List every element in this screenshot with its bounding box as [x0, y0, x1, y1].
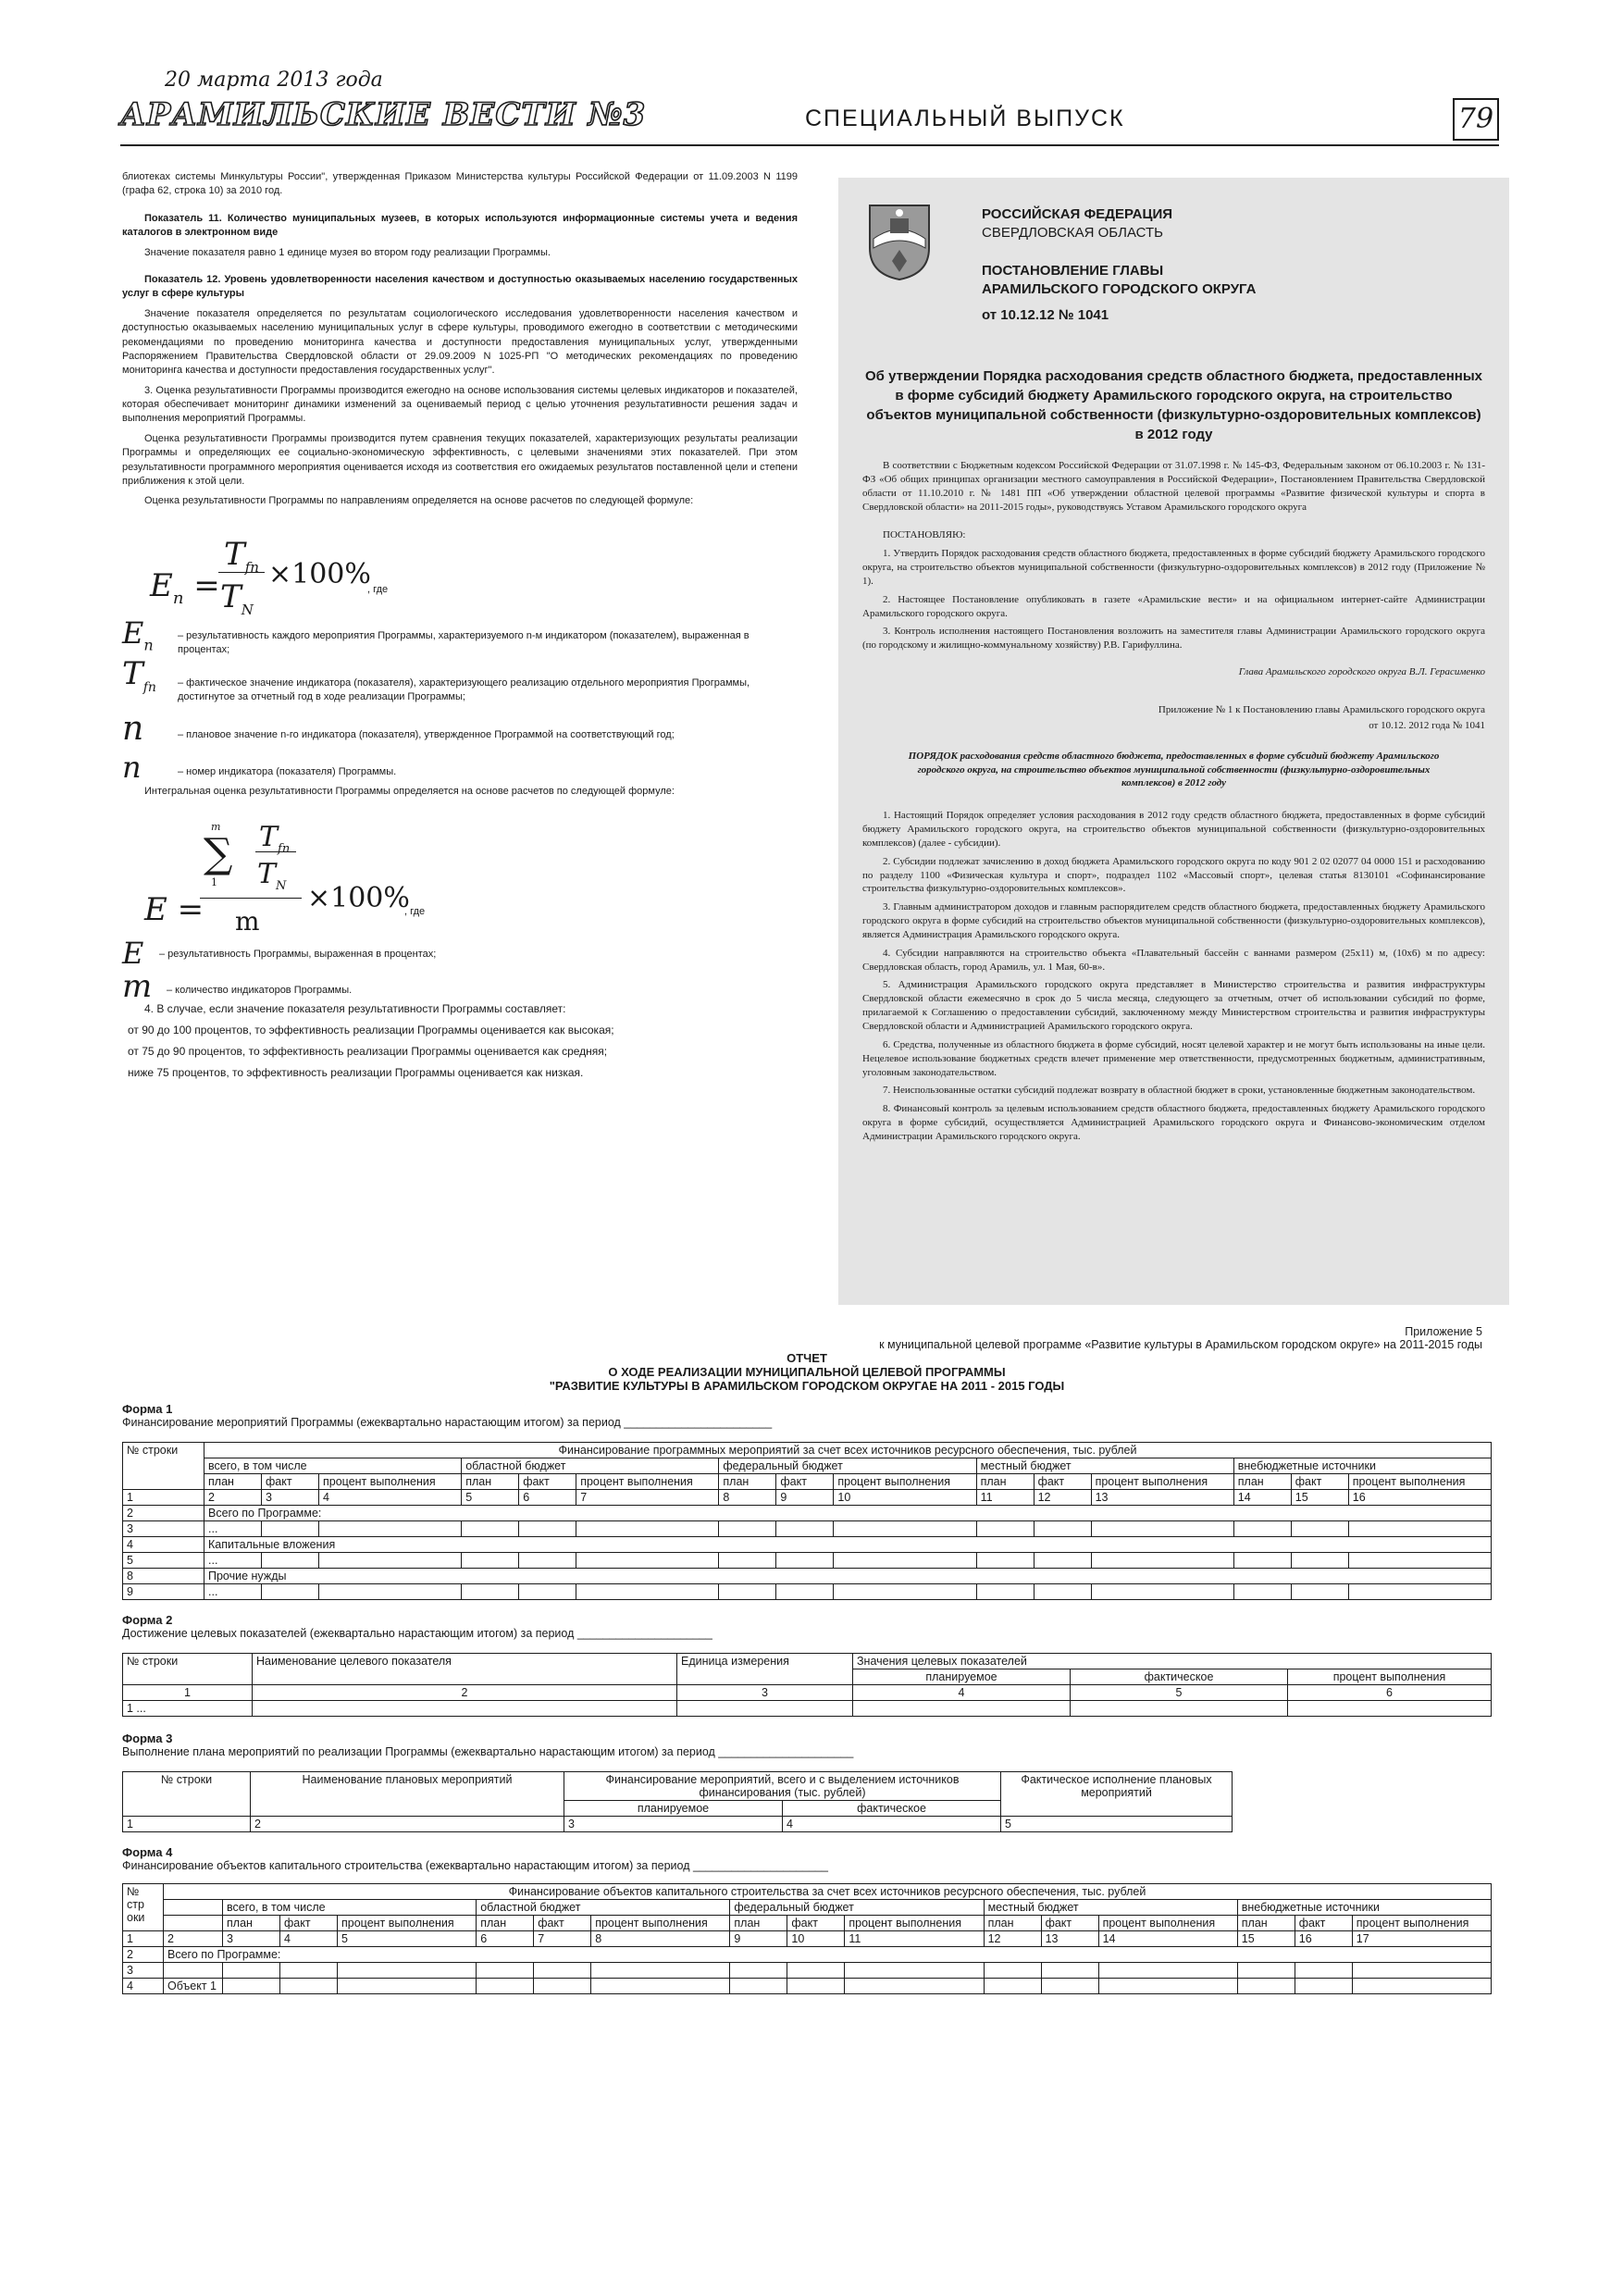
report-title: ОТЧЕТ О ХОДЕ РЕАЛИЗАЦИИ МУНИЦИПАЛЬНОЙ ЦЕЛЕВОЙ ПРОГРАММЫ "РАЗВИТИЕ КУЛЬТУРЫ В АРАМИЛЬСКОМ ГОРОДСКОМ ОКРУГАЕ НА 2011 - 2015 ГОДЫ	[549, 1351, 1065, 1393]
decree-box	[838, 178, 1509, 1305]
paragraph: 1. Утвердить Порядок расходования средств областного бюджета, предоставленных в форме субсидий бюджету Арамильского городского округа, на строительство объектов муниципальной собственности (физкультурно-оздоровительных комплексов) в 2012 году (Приложение № 1).	[862, 548, 1485, 587]
paragraph: 3. Оценка результативности Программы производится ежегодно на основе использования системы целевых индикаторов и показателей, которая обеспечивает мониторинг динамики изменений за оцениваемый период с целью уточнения результативности решения задач и выполнения мероприятий Программы.	[122, 384, 798, 425]
paragraph: Значение показателя равно 1 единице музея во втором году реализации Программы.	[144, 246, 551, 258]
appendix-ref: Приложение № 1 к Постановлению главы Арамильского городского округа	[1158, 703, 1485, 715]
form-2-desc: Достижение целевых показателей (ежеквартально нарастающим итогом) за период _____________________	[122, 1627, 712, 1640]
paragraph: 4. В случае, если значение показателя результативности Программы составляет:	[144, 1002, 566, 1016]
decree-header: РОССИЙСКАЯ ФЕДЕРАЦИЯ СВЕРДЛОВСКАЯ ОБЛАСТЬ ПОСТАНОВЛЕНИЕ ГЛАВЫ АРАМИЛЬСКОГО ГОРОДСКОГО ОКРУГА от 10.12.12 № 1041	[982, 206, 1257, 323]
form-4-label: Форма 4	[122, 1845, 173, 1859]
paragraph: 5. Администрация Арамильского городского округа представляет в Министерство строительства и развития инфраструктуры Свердловской области ежемесячно в срок до 5 числа месяца, следующего за отчетным, отчет об использовании субсидий по форме, прилагаемой к Соглашению о предоставлении субсидий, заключенному между Министерством строительства и развития инфраструктуры Свердловской области и Администрацией Арамильского городского округа.	[862, 979, 1485, 1032]
resolve-label: ПОСТАНОВЛЯЮ:	[883, 529, 966, 541]
paragraph: 3. Контроль исполнения настоящего Постановления возложить на заместителя главы Администрации Арамильского городского округа (по городскому и жилищно-коммунальному хозяйству) Р.В. Гарифуллина.	[862, 626, 1485, 652]
definition-en: $E_n$ – результативность каждого мероприятия Программы, характеризуемого n-м индикатором (показателем), выраженная в процентах;	[122, 614, 750, 656]
issue-date: 20 марта 2013 года	[165, 68, 383, 92]
newspaper-logo: АРАМИЛЬСКИЕ ВЕСТИ №3	[120, 96, 647, 133]
page-number: 79	[1453, 98, 1499, 141]
annex-label: Приложение 5	[1405, 1325, 1482, 1338]
paragraph: от 75 до 90 процентов, то эффективность реализации Программы оценивается как средняя;	[128, 1044, 608, 1058]
header-rule	[120, 144, 1499, 146]
signature: Глава Арамильского городского округа В.Л. Герасименко	[1238, 666, 1485, 678]
annex-5	[122, 1325, 1492, 1994]
form-3-label: Форма 3	[122, 1731, 173, 1745]
order-title: ПОРЯДОК расходования средств областного бюджета, предоставленных в форме субсидий бюджету Арамильского городского округа, на строительство объектов муниципальной собственности (физкультурно-оздоровительных комплексов) в 2012 году	[908, 750, 1440, 789]
definition-m: m – количество индикаторов Программы.	[122, 967, 353, 1005]
form-2-table: № строки Наименование целевого показателя Единица измерения Значения целевых показателей планируемое фактическое процент выполнения 1 2 3 4 5 6 1 ...	[122, 1653, 1492, 1717]
form-3-desc: Выполнение плана мероприятий по реализации Программы (ежеквартально нарастающим итогом) за период _____________________	[122, 1745, 854, 1758]
paragraph: 2. Субсидии подлежат зачислению в доход бюджета Арамильского городского округа по коду 901 2 02 02077 04 0000 151 и расходованию по разделу 1100 «Физическая культура и спорт», подраздел 1102 «Массовый спорт», целевая статья 8130101 «Софинансирование строительства физкультурно-оздоровительных комплексов».	[862, 855, 1485, 895]
decree-title: Об утверждении Порядка расходования средств областного бюджета, предоставленных в форме субсидий бюджету Арамильского городского округа, на строительство объектов муниципальной собственности (физкультурно-оздоровительных комплексов) в 2012 году	[864, 368, 1483, 442]
paragraph: 6. Средства, полученные из областного бюджета в форме субсидий, носят целевой характер и не могут быть использованы на иные цели. Нецелевое использование бюджетных средств влечет применение мер ответственности, предусмотренных бюджетным, административным, уголовным законодательством.	[862, 1038, 1485, 1078]
paragraph: Значение показателя определяется по результатам социологического исследования удовлетворенности населения качеством и доступностью оказываемых населению муниципальных услуг в сфере культуры, проводимого ежегодно в соответствии с методическими рекомендациями по проведению мониторинга качества и доступности предоставления муниципальных услуг, утвержденными Распоряжением Правительства Свердловской области от 29.09.2009 N 1025-РП "О методических рекомендациях по проведению мониторинга качества и доступности предоставления государственных услуг".	[122, 307, 798, 377]
form-1-label: Форма 1	[122, 1402, 173, 1416]
form-2-label: Форма 2	[122, 1613, 173, 1627]
left-column	[122, 170, 798, 1086]
definition-tfn: $T_{fn}$ – фактическое значение индикатора (показателя), характеризующего реализацию отдельного мероприятия Программы, достигнутое за отчетный год в ходе реализации Программы;	[122, 654, 750, 702]
paragraph: 3. Главным администратором доходов и главным распорядителем средств областного бюджета, предоставленных бюджету Арамильского городского округа в форме субсидий на строительство объектов муниципальной собственности (физкультурно-оздоровительных комплексов), является Администрация Арамильского городского округа.	[862, 901, 1485, 940]
definition-e: E – результативность Программы, выраженная в процентах;	[122, 935, 437, 971]
coat-of-arms-icon	[866, 202, 933, 281]
definition-n-index: n – номер индикатора (показателя) Программы.	[122, 749, 397, 785]
form-1-table: № строки Финансирование программных мероприятий за счет всех источников ресурсного обеспечения, тыс. рублей всего, в том числе областной бюджет федеральный бюджет местный бюджет внебюджетные источники план факт процент выполнения план факт процент выполнения план факт процент выполнения план факт процент выполнения план факт процент выполнения 1 2 3 4 5 6 7 8 9 10 11 12 13 14 15 16 2 Всего по Программе: 3 ... 4 Капитальные вложения 5 ... 8 Прочие нужды 9 ...	[122, 1442, 1492, 1600]
definition-n-plan: n – плановое значение n-го индикатора (показателя), утвержденное Программой на соответствующий год;	[122, 710, 675, 749]
paragraph: Интегральная оценка результативности Программы определяется на основе расчетов по следующей формуле:	[144, 786, 675, 798]
paragraph: В соответствии с Бюджетным кодексом Российской Федерации от 31.07.1998 г. № 145-ФЗ, Федеральным законом от 06.10.2003 г. № 131-ФЗ «Об общих принципах организации местного самоуправления в Российской Федерации», Постановлением Правительства Свердловской области от 11.10.2010 г. № 1481 ПП «Об утверждении областной целевой программы «Развитие физической культуры и спорта в Свердловской области» на 2011-2015 годы», руководствуясь Уставом Арамильского городского округа	[862, 460, 1485, 513]
paragraph: 8. Финансовый контроль за целевым использованием средств областного бюджета, предоставленных бюджету Арамильского городского округа в форме субсидий, осуществляется Администрацией Арамильского городского округа и Финансово-экономическим отделом Администрации Арамильского городского округа.	[862, 1103, 1485, 1142]
paragraph: Оценка результативности Программы по направлениям определяется на основе расчетов по следующей формуле:	[144, 495, 694, 507]
appendix-date: от 10.12. 2012 года № 1041	[1369, 719, 1485, 731]
formula-1: $E_n$ = $T_{fn}$ $T_N$ ×100% , где	[150, 535, 389, 618]
form-4-table: № стр оки Финансирование объектов капитального строительства за счет всех источников ресурсного обеспечения, тыс. рублей всего, в том числе областной бюджет федеральный бюджет местный бюджет внебюджетные источники план факт процент выполнения план факт процент выполнения план факт процент выполнения план факт процент выполнения план факт процент выполнения 1 2 3 4 5 6 7 8 9 10 11 12 13 14 15 16 17 2 Всего по Программе: 3 4 Объект 1	[122, 1883, 1492, 1994]
form-3-table: № строки Наименование плановых мероприятий Финансирование мероприятий, всего и с выделением источников финансирования (тыс. рублей) Фактическое исполнение плановых мероприятий планируемое фактическое 1 2 3 4 5	[122, 1771, 1233, 1832]
paragraph: 1. Настоящий Порядок определяет условия расходования в 2012 году средств областного бюджета, предоставленных в форме субсидий бюджету Арамильского городского округа, на строительство объектов муниципальной собственности (физкультурно-оздоровительных комплексов) (далее - субсидии).	[862, 810, 1485, 849]
paragraph: ниже 75 процентов, то эффективность реализации Программы оценивается как низкая.	[128, 1065, 584, 1079]
form-1-desc: Финансирование мероприятий Программы (ежеквартально нарастающим итогом) за период _______________________	[122, 1416, 773, 1429]
indicator-12-title: Показатель 12. Уровень удовлетворенности населения качеством и доступностью оказываемых населению государственных услуг в сфере культуры	[122, 273, 798, 300]
paragraph: 2. Настоящее Постановление опубликовать в газете «Арамильские вести» и на официальном интернет-сайте Администрации Арамильского городского округа.	[862, 593, 1485, 619]
paragraph: 7. Неиспользованные остатки субсидий подлежат возврату в областной бюджет в сроки, установленные бюджетным законодательством.	[883, 1085, 1476, 1097]
paragraph: от 90 до 100 процентов, то эффективность реализации Программы оценивается как высокая;	[128, 1024, 614, 1037]
section-title: СПЕЦИАЛЬНЫЙ ВЫПУСК	[805, 105, 1125, 131]
paragraph: 4. Субсидии направляются на строительство объекта «Плавательный бассейн с ваннами размером (25х11) м, (10х6) м по адресу: Свердловская область, город Арамиль, ул. 1 Мая, 60-в».	[862, 947, 1485, 973]
annex-program: к муниципальной целевой программе «Развитие культуры в Арамильском городском округе» на 2011-2015 годы	[879, 1338, 1482, 1351]
form-4-desc: Финансирование объектов капитального строительства (ежеквартально нарастающим итогом) за период _____________________	[122, 1859, 828, 1872]
paragraph: Оценка результативности Программы производится путем сравнения текущих показателей, характеризующих результаты реализации Программы и определяющих ее социально-экономическую эффективность, с целевыми значениями этих показателей. При этом результативности программного мероприятия оценивается исходя из соответствия его ожидаемых результатов поставленной цели и степени приближения к этой цели.	[122, 432, 798, 488]
indicator-11-title: Показатель 11. Количество муниципальных музеев, в которых используются информационные системы учета и ведения каталогов в электронном виде	[122, 212, 798, 239]
formula-2: E = m ∑ 1 $T_{fn}$ $T_N$ m ×100% , где	[144, 820, 426, 937]
paragraph: блиотеках системы Минкультуры России", утвержденная Приказом Министерства культуры Российской Федерации от 11.09.2003 N 1199 (графа 62, строка 10) за 2010 год.	[122, 171, 798, 197]
newspaper-header	[120, 65, 1499, 150]
